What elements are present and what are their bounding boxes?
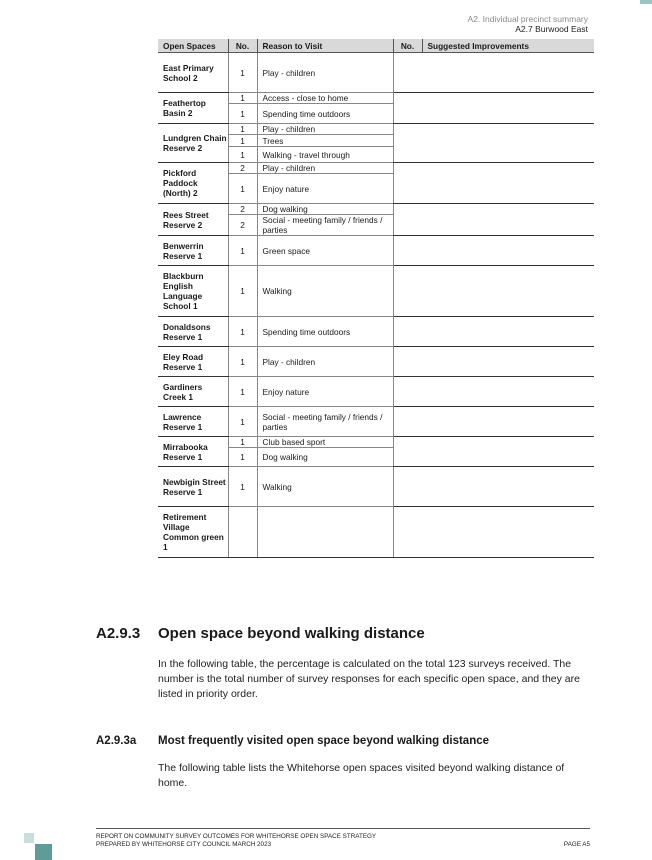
suggested-improvements [393, 407, 594, 437]
suggested-improvements [393, 317, 594, 347]
suggested-improvements [393, 204, 594, 236]
section-body: In the following table, the percentage is calculated on the total 123 surveys received. The number is the total number of survey responses for each specific open space, and they are listed in priority order. [158, 658, 580, 700]
reason-to-visit: Dog walking [257, 204, 393, 215]
reason-count: 2 [228, 163, 257, 174]
table-body [158, 53, 594, 558]
reason-count: 1 [228, 135, 257, 147]
section-title: Open space beyond walking distance [158, 625, 425, 642]
open-space-name: East Primary School 2 [158, 53, 228, 93]
logo-square-light [24, 833, 34, 843]
table-row [158, 407, 594, 437]
reason-count: 1 [228, 377, 257, 407]
reason-count: 1 [228, 437, 257, 448]
table-row [158, 163, 594, 174]
suggested-improvements [393, 236, 594, 266]
subsection-body: The following table lists the Whitehorse open spaces visited beyond walking distance of home. [158, 762, 565, 789]
table-row [158, 204, 594, 215]
reason-count: 1 [228, 93, 257, 104]
suggested-improvements [393, 93, 594, 124]
reason-to-visit: Play - children [257, 163, 393, 174]
open-space-name: Pickford Paddock (North) 2 [158, 163, 228, 204]
reason-count: 1 [228, 147, 257, 163]
section-number: A2.9.3 [96, 625, 141, 642]
reason-to-visit: Access - close to home [257, 93, 393, 104]
reason-count: 1 [228, 174, 257, 204]
reason-to-visit: Social - meeting family / friends / parties [257, 407, 393, 437]
table-row [158, 347, 594, 377]
open-space-name: Blackburn English Language School 1 [158, 266, 228, 317]
reason-count: 1 [228, 347, 257, 377]
open-space-name: Mirrabooka Reserve 1 [158, 437, 228, 467]
col-no-2: No. [393, 39, 422, 53]
open-space-name: Lundgren Chain Reserve 2 [158, 124, 228, 163]
reason-to-visit: Enjoy nature [257, 174, 393, 204]
col-open-spaces: Open Spaces [158, 39, 228, 53]
reason-count: 1 [228, 124, 257, 135]
logo-square-dark [35, 844, 52, 860]
footer-text [96, 833, 376, 849]
reason-to-visit: Enjoy nature [257, 377, 393, 407]
open-space-name: Feathertop Basin 2 [158, 93, 228, 124]
page-number: PAGE A5 [563, 841, 590, 848]
open-space-name: Newbigin Street Reserve 1 [158, 467, 228, 507]
reason-to-visit: Dog walking [257, 448, 393, 467]
reason-to-visit: Play - children [257, 124, 393, 135]
suggested-improvements [393, 377, 594, 407]
header-section: A2. Individual precinct summary [467, 14, 588, 24]
reason-count: 1 [228, 317, 257, 347]
corner-accent [640, 0, 652, 4]
footer-line-2: PREPARED BY WHITEHORSE CITY COUNCIL MARCH 2023 [96, 841, 272, 848]
reason-to-visit: Spending time outdoors [257, 104, 393, 124]
suggested-improvements [393, 347, 594, 377]
reason-to-visit: Walking [257, 467, 393, 507]
col-no: No. [228, 39, 257, 53]
col-reason: Reason to Visit [257, 39, 393, 53]
table-row [158, 317, 594, 347]
reason-to-visit: Walking [257, 266, 393, 317]
table-row [158, 124, 594, 135]
table-header-row [158, 39, 594, 53]
footer-divider [96, 828, 590, 829]
table-row [158, 437, 594, 448]
open-space-name: Gardiners Creek 1 [158, 377, 228, 407]
open-spaces-table [158, 39, 594, 558]
suggested-improvements [393, 507, 594, 558]
suggested-improvements [393, 266, 594, 317]
reason-count: 1 [228, 407, 257, 437]
table-row [158, 266, 594, 317]
suggested-improvements [393, 53, 594, 93]
table-row [158, 507, 594, 558]
reason-to-visit: Club based sport [257, 437, 393, 448]
reason-count: 1 [228, 467, 257, 507]
reason-count: 1 [228, 53, 257, 93]
table-row [158, 53, 594, 93]
open-space-name: Eley Road Reserve 1 [158, 347, 228, 377]
subsection-number: A2.9.3a [96, 735, 137, 747]
reason-to-visit: Spending time outdoors [257, 317, 393, 347]
suggested-improvements [393, 163, 594, 204]
reason-to-visit: Play - children [257, 347, 393, 377]
reason-count: 1 [228, 236, 257, 266]
open-space-name: Lawrence Reserve 1 [158, 407, 228, 437]
open-space-name: Benwerrin Reserve 1 [158, 236, 228, 266]
col-improvements: Suggested Improvements [422, 39, 594, 53]
table-row [158, 467, 594, 507]
reason-count [228, 507, 257, 558]
reason-to-visit: Play - children [257, 53, 393, 93]
table-row [158, 93, 594, 104]
reason-count: 1 [228, 104, 257, 124]
reason-to-visit [257, 507, 393, 558]
reason-to-visit: Trees [257, 135, 393, 147]
subsection-title: Most frequently visited open space beyond walking distance [158, 735, 490, 747]
reason-count: 1 [228, 448, 257, 467]
reason-to-visit: Social - meeting family / friends / parties [257, 215, 393, 236]
header-subsection: A2.7 Burwood East [515, 24, 588, 34]
table-row [158, 236, 594, 266]
open-space-name: Rees Street Reserve 2 [158, 204, 228, 236]
open-space-name: Retirement Village Common green 1 [158, 507, 228, 558]
reason-count: 2 [228, 204, 257, 215]
open-space-name: Donaldsons Reserve 1 [158, 317, 228, 347]
table-row [158, 377, 594, 407]
reason-count: 2 [228, 215, 257, 236]
reason-count: 1 [228, 266, 257, 317]
suggested-improvements [393, 124, 594, 163]
suggested-improvements [393, 437, 594, 467]
reason-to-visit: Walking - travel through [257, 147, 393, 163]
suggested-improvements [393, 467, 594, 507]
reason-to-visit: Green space [257, 236, 393, 266]
footer-line-1: REPORT ON COMMUNITY SURVEY OUTCOMES FOR WHITEHORSE OPEN SPACE STRATEGY [96, 833, 377, 840]
